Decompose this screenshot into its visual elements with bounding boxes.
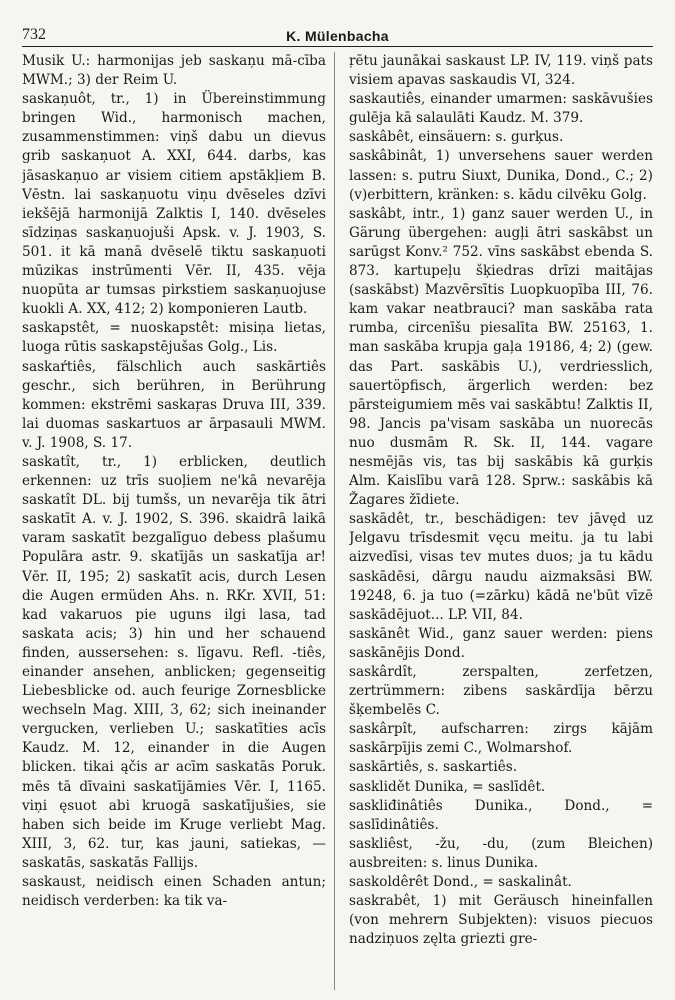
entry-text: saskâbt, intr., 1) ganz sauer werden U., in Gärung übergehen: augļi ātri saskābst un sarūgst Konv.² 752. vīns saskābst ebenda S. 873. kartupeļu šķiedras drīzi maitājas (saskābst) Mazvērsītis Luopkuopība III, 76. kam vakar neatbrauci? man saskāba rata rumba, circenīšu piesalīta BW. 25163, 1. man saskāba krupja gaļa 19186, 4; 2) (gew. das Part. saskābis U.), verdriesslich, sauertöpfisch, ärgerlich werden: bez pārsteigumiem mēs vai saskābtu! Zalktis II, 98. Jancis pa'visam saskāba un nuorecās nuo dusmām R. Sk. II, 144. vagare nesmējās vis, tas bij saskābis kā gurķis Alm. Kaislību varā 128. Sprw.: saskābis kā Žagares žīdiete.	[349, 205, 653, 509]
entry-text: saskrabêt, 1) mit Geräusch hineinfallen (von mehrern Subjekten): visuos piecuos nadziņuos zęlta griezti gre-	[349, 893, 653, 948]
entry-text: saskâbêt, einsäuern: s. gurķus.	[349, 129, 564, 146]
entry-text: saskapstêt, = nuoskapstêt: misiņa lietas, luoga rūtis saskapstējušas Golg., Lis.	[22, 320, 326, 356]
page-number: 732	[22, 26, 46, 43]
entry-text: saskaust, neidisch einen Schaden antun; neidisch verderben: ka tik va-	[22, 874, 326, 910]
entry-text: Musik U.: harmonijas jeb saskaņu mā-cība MWM.; 3) der Reim U.	[22, 53, 326, 89]
entry-text: saskārtiês, s. saskartiês.	[349, 759, 518, 776]
entry-text: saskaņuôt, tr., 1) in Übereinstimmung bringen Wid., harmonisch machen, zusammenstimmen: viņš dabu un dievus grib saskaņuot A. XXI, 644. darbs, kas jāsaskaņuo ar visiem citiem apstākļiem B. Vēstn. lai saskaņuotu viņu dvēseles dzīvi iekšējā harmonijā Zalktis I, 140. dvēseles sīdziņas saskaņuojuši Apsk. v. J. 1903, S. 501. it kā manā dvēselē tiktu saskaņuoti mūzikas instrūmenti Vēr. II, 435. vēja nuopūta ar tumsas pirkstiem saskaņuojuse kuokli A. XX, 412; 2) komponieren Lautb.	[22, 91, 326, 318]
text-columns	[22, 52, 653, 990]
entry-text: saskautiês, einander umarmen: saskāvušies gulēja kā salaulāti Kaudz. M. 379.	[349, 91, 653, 127]
entry-text: saskliđinâtiês Dunika., Dond., = saslīdinâtiês.	[349, 797, 653, 833]
entry-text: saskârpît, aufscharren: zirgs kājām saskārpījis zemi C., Wolmarshof.	[349, 721, 653, 757]
entry-text: saskatît, tr., 1) erblicken, deutlich erkennen: uz trīs suoļiem ne'kā nevarēja saskatît DL. bij tumšs, un nevarēja tik ātri saskatīt A. v. J. 1902, S. 396. skaidrā laikā varam saskatīt bezgalīguo debess plašumu Populāra astr. 9. skatījās un saskatīja ar! Vēr. II, 195; 2) saskatīt acis, durch Lesen die Augen ermüden Ahs. n. RKr. XVII, 51: kad vakaruos pie uguns ilgi lasa, tad saskata acis; 3) hin und her schauend finden, aussersehen: s. līgavu. Refl. -tiês, einander ansehen, anblicken; gegenseitig Liebesblicke od. auch feurige Zornesblicke wechseln Mag. XIII, 3, 62; sich ineinander vergucken, verlieben U.; saskatīties acīs Kaudz. M. 12, einander in die Augen blicken. tikai ąčis ar acīm saskatās Poruk. mēs tā dīvaini saskatījāmies Vēr. I, 1165. viņi ęsuot abi kruogā saskatījušies, sie haben sich beide im Kruge verliebt Mag. XIII, 3, 62. tur, kas jauni, satiekas, — saskatās, saskatās Fallijs.	[22, 453, 326, 871]
right-column	[349, 52, 653, 990]
running-title: K. Mülenbacha	[286, 28, 389, 44]
entry-text: saskānêt Wid., ganz sauer werden: piens saskānējis Dond.	[349, 625, 653, 661]
entry-text: saskârdît, zerspalten, zerfetzen, zertrümmern: zibens saskārdīja bērzu šķembelēs C.	[349, 664, 653, 719]
left-column	[22, 52, 335, 990]
entry-text: saskliêst, -žu, -du, (zum Bleichen) ausbreiten: s. linus Dunika.	[349, 835, 653, 871]
entry-text: saskâbinât, 1) unversehens sauer werden lassen: s. putru Siuxt, Dunika, Dond., C.; 2) (v)erbittern, kränken: s. kādu cilvēku Golg.	[349, 148, 653, 203]
entry-text: saskaŕtiês, fälschlich auch saskārtiês geschr., sich berühren, in Berührung kommen: ekstrēmi saskaŗas Druva III, 339. lai duomas saskartuos ar ārpasauli MWM. v. J. 1908, S. 17.	[22, 358, 326, 451]
entry-text: sasklidět Dunika, = saslīdêt.	[349, 778, 546, 795]
entry-text: ŗētu jaunākai saskaust LP. IV, 119. viņš pats visiem apavas saskaudis VI, 324.	[349, 53, 653, 89]
entry-text: saskoldêrêt Dond., = saskalinât.	[349, 874, 572, 891]
page-header	[22, 22, 653, 47]
entry-text: saskādêt, tr., beschädigen: tev jāvęd uz Jelgavu trīsdesmit vęcu meitu. ja tu labi aizvedīsi, visas tev mutes duos; ja tu kādu saskādēsi, dārgu naudu aizmaksāsi BW. 19248, 6. ja tuo (=zārku) kādā ne'būt vīzē saskādējuot... LP. VII, 84.	[349, 511, 653, 623]
